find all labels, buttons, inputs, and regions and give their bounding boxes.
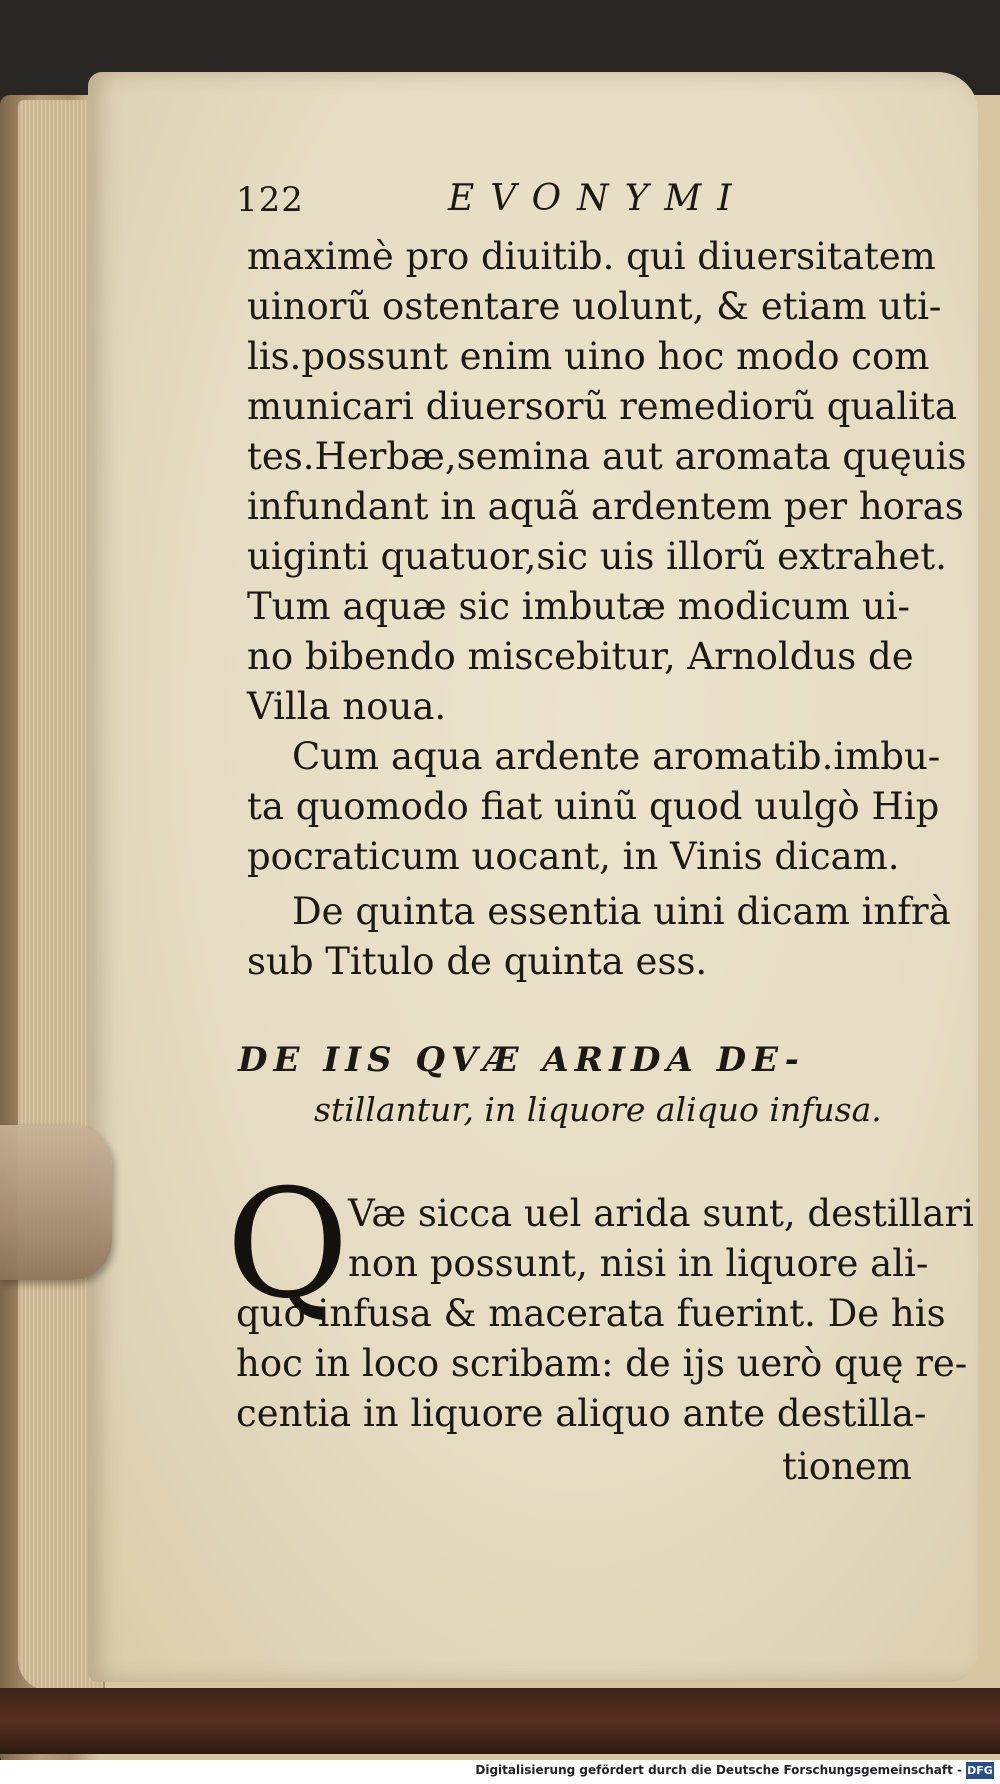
body-line: centia in liquore aliquo ante destilla- bbox=[236, 1392, 927, 1435]
body-line: hoc in loco scribam: de ijs uerò quę re- bbox=[236, 1342, 968, 1385]
body-line: municari diuersorũ remediorũ qualita bbox=[247, 385, 957, 428]
body-line: non possunt, nisi in liquore ali- bbox=[348, 1242, 929, 1285]
digitization-credit: Digitalisierung gefördert durch die Deutsche Forschungsgemeinschaft - bbox=[475, 1763, 962, 1777]
body-line: lis.possunt enim uino hoc modo com bbox=[247, 335, 930, 378]
body-line: Væ sicca uel arida sunt, destillari bbox=[348, 1192, 974, 1235]
section-subheading: stillantur, in liquore aliquo infusa. bbox=[314, 1090, 882, 1129]
body-line: uiginti quatuor,sic uis illorũ extrahet. bbox=[247, 535, 947, 578]
catchword: tionem bbox=[782, 1445, 912, 1488]
page-number: 122 bbox=[236, 180, 304, 220]
body-line: maximè pro diuitib. qui diuersitatem bbox=[247, 235, 936, 278]
book-cover-bottom bbox=[0, 1688, 1000, 1754]
body-line: tes.Herbæ,semina aut aromata quęuis bbox=[247, 435, 967, 478]
body-line: quo infusa & macerata fuerint. De his bbox=[236, 1292, 946, 1335]
body-line: uinorũ ostentare uolunt, & etiam uti- bbox=[247, 285, 942, 328]
section-heading: DE IIS QVÆ ARIDA DE- bbox=[238, 1040, 805, 1080]
running-title: EVONYMI bbox=[448, 178, 748, 219]
body-line: ta quomodo fiat uinũ quod uulgò Hip bbox=[247, 785, 940, 828]
body-line: Cum aqua ardente aromatib.imbu- bbox=[292, 735, 941, 778]
body-line: infundant in aquã ardentem per horas bbox=[247, 485, 964, 528]
body-line: pocraticum uocant, in Vinis dicam. bbox=[247, 835, 900, 878]
bookmark-strip bbox=[0, 1125, 112, 1280]
drop-cap: Q bbox=[226, 1158, 349, 1332]
body-line: Tum aquæ sic imbutæ modicum ui- bbox=[247, 585, 911, 628]
body-line: sub Titulo de quinta ess. bbox=[247, 940, 708, 983]
dfg-logo: DFG bbox=[967, 1764, 993, 1777]
body-line: no bibendo miscebitur, Arnoldus de bbox=[247, 635, 914, 678]
body-line: De quinta essentia uini dicam infrà bbox=[292, 890, 951, 933]
body-line: Villa noua. bbox=[247, 685, 447, 728]
